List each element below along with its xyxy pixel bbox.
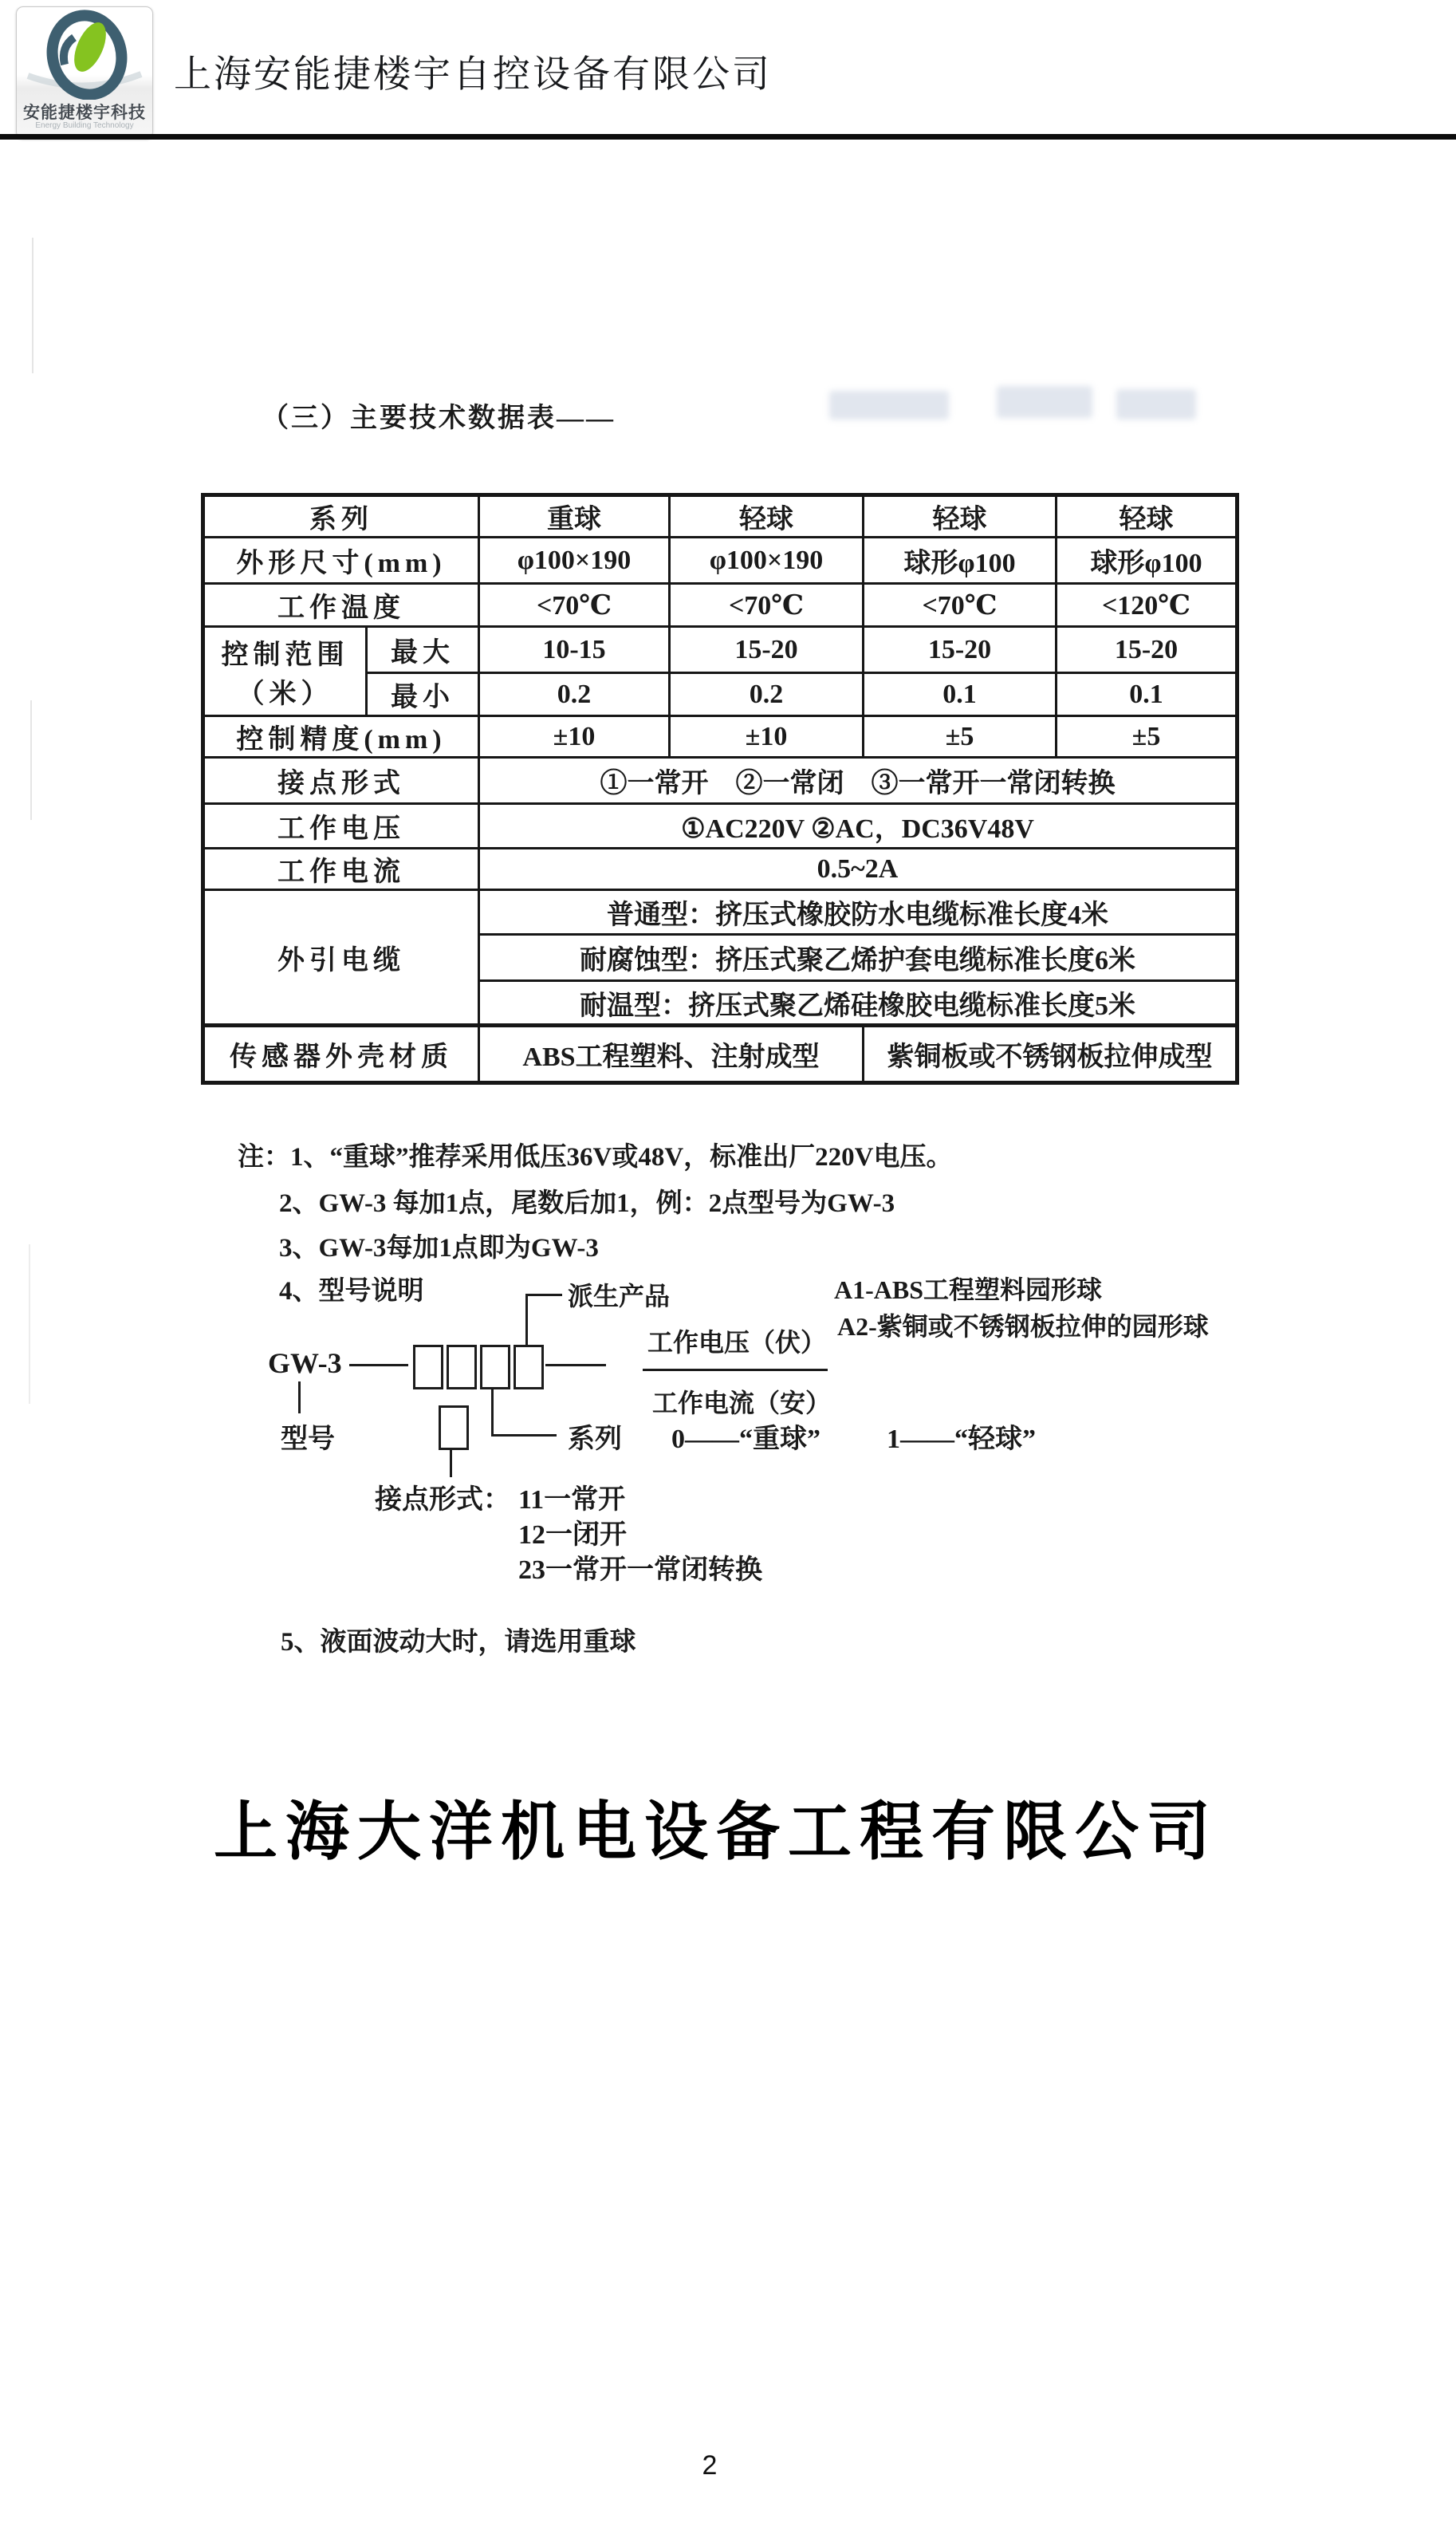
cell: <70℃ [670,584,864,627]
diagram-line [525,1294,528,1346]
cell: ①一常开 ②一常闭 ③一常开一常闭转换 [479,758,1238,804]
diagram-fraction-line [643,1369,828,1371]
diagram-contact-item-2: 12一闭开 [518,1520,627,1550]
row-label: 控制精度(mm) [203,716,479,758]
diagram-a1-label: A1-ABS工程塑料园形球 [834,1275,1103,1304]
diagram-code-box-2 [447,1345,477,1389]
row-label-control-range [203,627,367,716]
diagram-current-label: 工作电流（安） [652,1389,832,1417]
control-range-label-line2: （米） [237,679,333,709]
cell: 重球 [479,495,670,538]
scan-edge-artifact [29,1244,30,1404]
cell: 15-20 [864,627,1057,673]
cell: <70℃ [479,584,670,627]
table-row-control-range-max [203,627,1238,673]
table-row-temperature [203,584,1238,627]
note-1: 注：1、“重球”推荐采用低压36V或48V，标准出厂220V电压。 [238,1143,953,1172]
cell: ①AC220V ②AC，DC36V48V [479,804,1238,849]
diagram-code-box-3 [480,1345,510,1389]
diagram-contact-label: 接点形式： [375,1485,510,1515]
diagram-model-label: 型号 [281,1425,335,1454]
diagram-voltage-label: 工作电压（伏） [647,1328,827,1357]
cell: 15-20 [1057,627,1238,673]
cell: 轻球 [1057,495,1238,538]
diagram-series-label: 系列 [568,1425,622,1454]
sub-label-min: 最小 [367,673,479,716]
diagram-series-heavy: 0——“重球” [671,1425,820,1454]
cell: 0.2 [670,673,864,716]
table-row-voltage [203,804,1238,849]
scan-edge-artifact [30,700,32,820]
cell: 轻球 [670,495,864,538]
diagram-derived-product-label: 派生产品 [568,1282,671,1310]
row-label: 工作电压 [203,804,479,849]
row-label: 工作电流 [203,849,479,890]
cell: 耐温型：挤压式聚乙烯硅橡胶电缆标准长度5米 [479,981,1238,1026]
cell: ±5 [1057,716,1238,758]
diagram-line [525,1294,562,1296]
diagram-line [545,1364,606,1366]
sub-label-max: 最大 [367,627,479,673]
table-row-cable-1 [203,890,1238,935]
table-row-series [203,495,1238,538]
header-divider-rule [0,134,1456,140]
diagram-line [450,1450,452,1477]
table-row-dimensions [203,538,1238,584]
diagram-contact-item-1: 11一常开 [518,1485,626,1515]
row-label: 传感器外壳材质 [203,1026,479,1083]
row-label: 系列 [203,495,479,538]
cell: 耐腐蚀型：挤压式聚乙烯护套电缆标准长度6米 [479,935,1238,981]
diagram-a2-label: A2-紫铜或不锈钢板拉伸的园形球 [837,1312,1209,1341]
cell: 15-20 [670,627,864,673]
cell: 球形φ100 [1057,538,1238,584]
scan-edge-artifact [32,238,33,373]
cell: 0.2 [479,673,670,716]
table-row-current [203,849,1238,890]
cell: <120℃ [1057,584,1238,627]
diagram-line [298,1381,301,1413]
cell: ABS工程塑料、注射成型 [479,1026,864,1083]
table-row-precision [203,716,1238,758]
logo-title: 安能捷楼宇科技 [23,104,146,122]
cell: ±10 [479,716,670,758]
company-logo-card [16,6,153,139]
control-range-label-line1: 控制范围 [221,640,349,670]
scan-ghost-artifact [829,384,1212,432]
page-number: 2 [702,2450,718,2481]
cell: 普通型：挤压式橡胶防水电缆标准长度4米 [479,890,1238,935]
row-label: 外形尺寸(mm) [203,538,479,584]
cell: 紫铜板或不锈钢板拉伸成型 [864,1026,1238,1083]
note-4: 4、型号说明 [279,1277,424,1306]
diagram-series-light: 1——“轻球” [887,1425,1036,1454]
cell: ±10 [670,716,864,758]
diagram-code-box-4 [514,1345,544,1389]
diagram-line [491,1434,557,1437]
footer-company-name: 上海大洋机电设备工程有限公司 [214,1798,1218,1868]
cell: φ100×190 [670,538,864,584]
cell: 0.1 [1057,673,1238,716]
diagram-contact-item-3: 23一常开一常闭转换 [518,1555,762,1585]
note-2: 2、GW-3 每加1点，尾数后加1，例：2点型号为GW-3 [279,1189,895,1218]
cell: ±5 [864,716,1057,758]
technical-data-table [201,493,1239,1085]
cell: 轻球 [864,495,1057,538]
cell: 0.5~2A [479,849,1238,890]
cell: 球形φ100 [864,538,1057,584]
row-label-cable: 外引电缆 [203,890,479,1026]
row-label: 接点形式 [203,758,479,804]
header-company-name: 上海安能捷楼宇自控设备有限公司 [174,54,772,96]
diagram-line [349,1364,408,1366]
energy-building-logo-icon [17,7,152,100]
logo-subtitle: Energy Building Technology [35,121,134,130]
note-5: 5、液面波动大时，请选用重球 [281,1628,636,1657]
note-3: 3、GW-3每加1点即为GW-3 [279,1234,599,1263]
cell: φ100×190 [479,538,670,584]
diagram-line [491,1389,494,1437]
cell: <70℃ [864,584,1057,627]
row-label: 工作温度 [203,584,479,627]
diagram-code-box-1 [413,1345,443,1389]
section-title: （三）主要技术数据表—— [262,404,616,433]
table-row-shell [203,1026,1238,1083]
cell: 0.1 [864,673,1057,716]
table-row-contact-type [203,758,1238,804]
cell: 10-15 [479,627,670,673]
diagram-model-code: GW-3 [268,1347,342,1379]
diagram-code-box-5 [439,1405,469,1450]
